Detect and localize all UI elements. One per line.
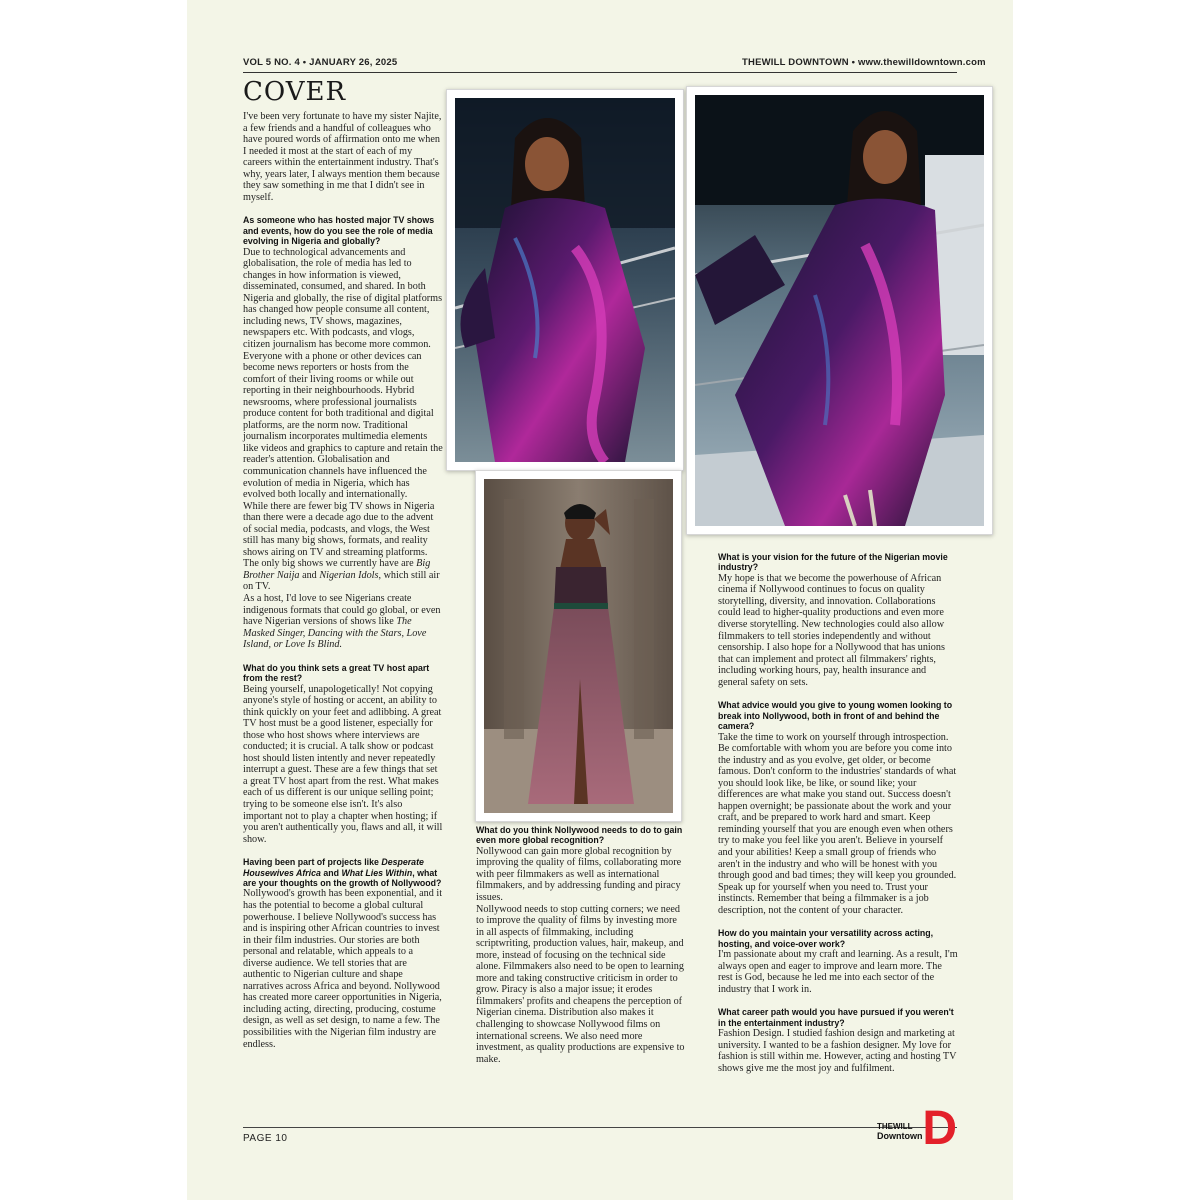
portrait-image	[695, 95, 984, 526]
question-heading: What career path would you have pursued if you weren't in the entertainment industry?	[718, 1007, 954, 1028]
answer-paragraph: Due to technological advancements and globalisation, the role of media has led to changes in how information is viewed, disseminated, consumed, and shared. In both Nigeria and globally, the rise of digital platforms has changed how people consume all content, including news, TV shows, magazines, newspapers etc. With podcasts, and vlogs, citizen journalism has become more common. Everyone with a phone or other devices can become news reporters or hosts from the comfort of their living rooms or while out reporting in their neighbourhoods. Hybrid newsrooms, where professional journalists produce content for both traditional and digital platforms, are the norm now. Traditional journalism incorporates multimedia elements like videos and graphics to capture and retain the reader's attention. Globalisation and communication channels have influenced the evolution of media in Nigeria, which has evolved both locally and internationally.	[243, 246, 443, 501]
question-heading: How do you maintain your versatility across acting, hosting, and voice-over work?	[718, 928, 934, 949]
answer-paragraph: Nollywood can gain more global recognition by improving the quality of films, collaborating more with peer filmmakers as well as international filmmakers, and by addressing funding and piracy issues.	[476, 845, 682, 903]
answer-paragraph: While there are fewer big TV shows in Nigeria than there were a decade ago due to the advent of social media, podcasts, and vlogs, the West still has many big shows, formats, and reality shows airing on TV and streaming platforms. The only big shows we currently have are Big Brother Naija and Nigerian Idols, which still air on TV.	[243, 500, 440, 593]
article-column-2	[476, 825, 686, 1065]
question-heading: As someone who has hosted major TV shows and events, how do you see the role of media evolving in Nigeria and globally?	[243, 215, 435, 247]
intro-paragraph: I've been very fortunate to have my sister Najite, a few friends and a handful of colleagues who have poured words of affirmation onto me when I needed it most at the start of each of my careers within the entertainment industry. That's why, years later, I always mention them because they saw something in me that I didn't see in myself.	[243, 111, 442, 203]
answer-paragraph: My hope is that we become the powerhouse of African cinema if Nollywood continues to focus on quality storytelling, diversity, and innovation. Collaborations could lead to higher-quality productions and even more diverse storytelling. New technologies could also allow filmmakers to tell stories independently and without censorship. I also hope for a Nollywood that has unions that can implement and protect all filmmakers' rights, including working hours, pay, health insurance and general safety on sets.	[718, 572, 945, 688]
cover-photo-3	[475, 470, 682, 822]
article-column-3	[718, 552, 958, 1074]
section-title: COVER	[243, 77, 347, 107]
answer-paragraph: Nollywood needs to stop cutting corners; we need to improve the quality of films by investing more in all aspects of filmmaking, including scriptwriting, production values, hair, makeup, and more, instead of focusing on the technical side alone. Filmmakers also need to be open to learning more and taking constructive criticism in order to grow. Piracy is also a major issue; it erodes filmmakers' profits and cheapens the perception of Nigerian cinema. Distribution also makes it challenging to showcase Nollywood films on international screens. We also need more investment, as quality productions are expensive to make.	[476, 903, 685, 1065]
article-column-1	[243, 111, 443, 1050]
portrait-image	[455, 98, 675, 462]
answer-paragraph: As a host, I'd love to see Nigerians create indigenous formats that could go global, or even have Nigerian versions of shows like The Masked Singer, Dancing with the Stars, Love Island, or Love Is Blind.	[243, 593, 441, 651]
page-number: PAGE 10	[243, 1133, 288, 1144]
footer-rule	[243, 1127, 957, 1128]
answer-paragraph: Being yourself, unapologetically! Not copying anyone's style of hosting or accent, an ability to think quickly on your feet and adlibbing. A great TV host must be a good listener, especially for those who host shows where interviews are conducted; it is crucial. A talk show or podcast host should listen intently and never repeatedly interrupt a guest. These are a few things that set a great TV host apart from the rest. What makes each of us different is our unique selling point; trying to be someone else isn't. It's also important not to play a chapter when hosting; if you aren't authentically you, flaws and all, it will show.	[243, 683, 443, 845]
question-heading: What advice would you give to young women looking to break into Nollywood, both in front of and behind the camera?	[718, 700, 953, 732]
logo-line-2: Downtown	[877, 1131, 923, 1141]
publication-info: THEWILL DOWNTOWN • www.thewilldowntown.com	[742, 57, 986, 68]
portrait-image	[484, 479, 673, 813]
publication-logo	[877, 1102, 957, 1155]
answer-paragraph: Fashion Design. I studied fashion design and marketing at university. I wanted to be a fashion designer. My love for fashion is still within me. However, acting and hosting TV shows give me the most joy and fulfilment.	[718, 1028, 957, 1074]
question-heading: What do you think Nollywood needs to do to gain even more global recognition?	[476, 825, 683, 846]
issue-info: VOL 5 NO. 4 • JANUARY 26, 2025	[243, 57, 398, 68]
question-heading: Having been part of projects like Desperate Housewives Africa and What Lies Within, what are your thoughts on the growth of Nollywood?	[243, 857, 442, 889]
question-heading: What do you think sets a great TV host apart from the rest?	[243, 662, 430, 684]
question-heading: What is your vision for the future of the Nigerian movie industry?	[718, 552, 948, 573]
answer-paragraph: Take the time to work on yourself through introspection. Be comfortable with whom you are before you come into the industry and as you evolve, get older, or become famous. Don't conform to the industries' standards of what you should look like, be like, or sound like; your differences are what make you stand out. Success doesn't happen overnight; be passionate about the work and your craft, and be prepared to work hard and smart. Keep reminding yourself that you are enough even when others try to make you feel like you aren't. Believe in yourself and your abilities! Keep a small group of friends who aren't in the industry and who will be honest with you through good and bad times; they will keep you grounded. Speak up for yourself when you need to. Trust your instincts. Remember that being a filmmaker is a job description, not the content of your character.	[718, 731, 957, 916]
header-rule	[243, 72, 957, 73]
cover-photo-1	[446, 89, 684, 471]
answer-paragraph: I'm passionate about my craft and learning. As a result, I'm always open and eager to improve and learn more. The rest is God, because he led me into each sector of the industry that I work in.	[718, 949, 958, 995]
cover-photo-2	[686, 86, 993, 535]
logo-letter: D	[922, 1102, 957, 1155]
answer-paragraph: Nollywood's growth has been exponential, and it has the potential to become a global cultural powerhouse. I believe Nollywood's success has and is inspiring other African countries to invest in their film industries. Our stories are both personal and relatable, which appeals to a diverse audience. We tell stories that are authentic to Nigerian culture and shape narratives across Africa and beyond. Nollywood has created more career opportunities in Nigeria, including acting, directing, producing, costume design, as well as set design, to name a few. The possibilities with the Nigerian film industry are endless.	[243, 888, 443, 1050]
logo-line-1: THEWILL	[877, 1122, 913, 1131]
